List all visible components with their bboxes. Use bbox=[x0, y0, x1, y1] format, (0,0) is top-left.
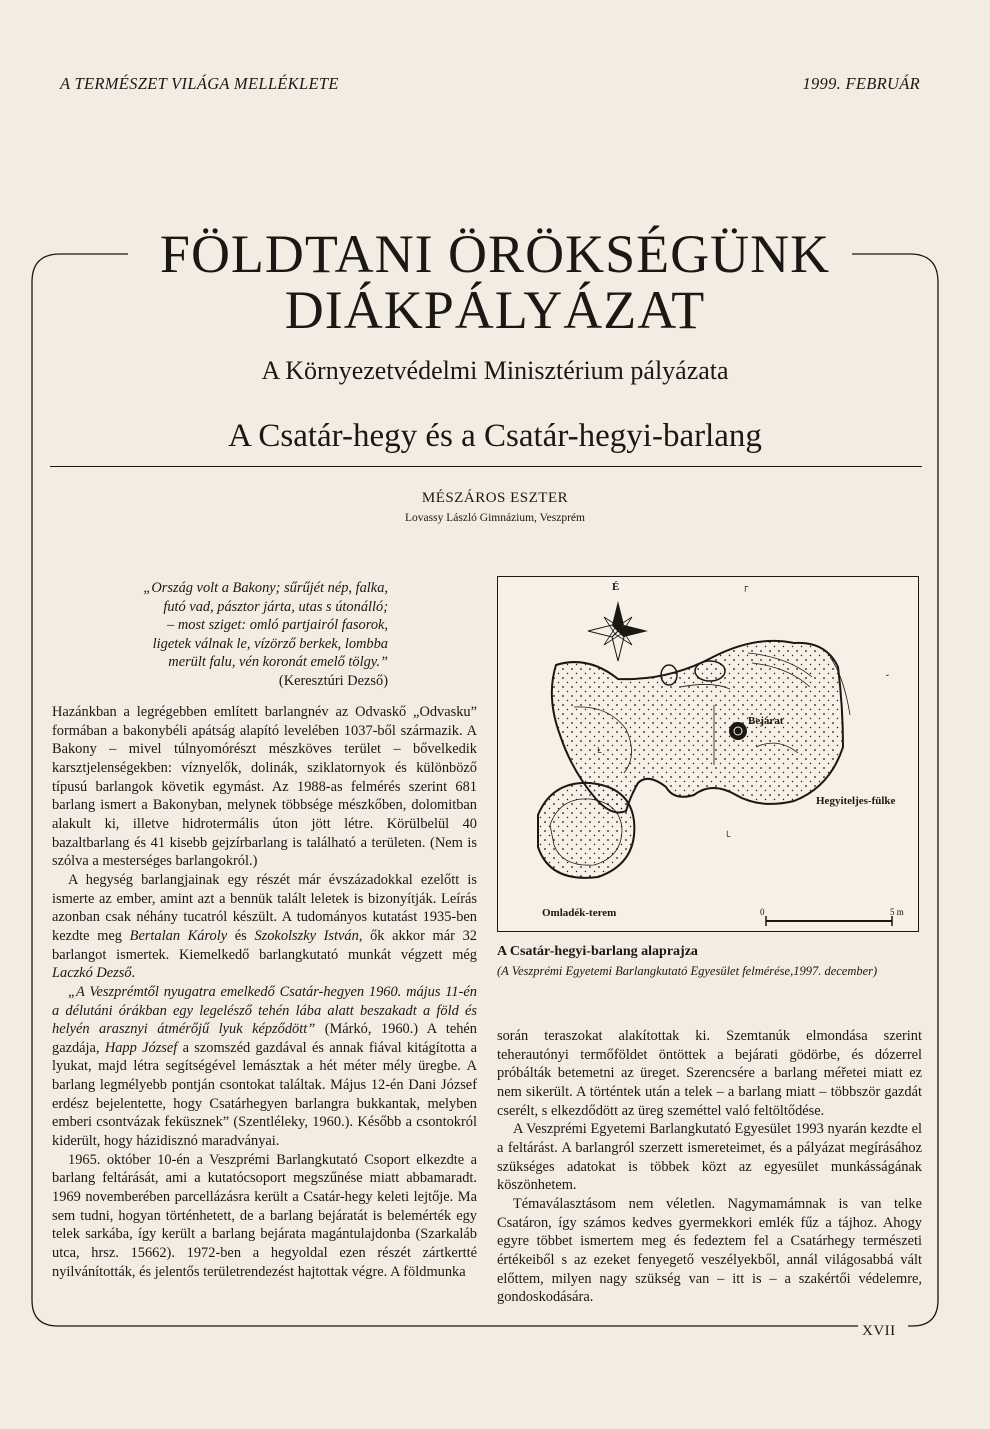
paragraph: 1965. október 10-én a Veszprémi Barlangkutató Csoport elkezdte a barlang feltárását, ami a kutatócsoport megszűnése miatt abbamaradt. 1969 novemberében parcellázásra került a Csatár-hegy keleti lejtője. Ma sem tudni, hogyan történhetett, de a barlang bejáratát is belemérték egy telek sarkába, így került a barlang bejárata magántulajdonba (Szarkaláb utca, hrsz. 15662). 1972-ben a hegyoldal ezen részét zártkertté nyilvánították, és jelentős területrendezést hajtottak végre. A földmunka bbox=[52, 1151, 477, 1280]
article-title: A Csatár-hegy és a Csatár-hegyi-barlang bbox=[228, 418, 762, 454]
svg-text:└: └ bbox=[724, 831, 731, 841]
chamber-outline bbox=[538, 783, 634, 878]
paragraph: Témaválasztásom nem véletlen. Nagymamámnak is van telke Csatáron, így számos kedves gyermekkori emlék fűz a tájhoz. Ahogy egyre többet ismertem meg és fedeztem fel a Csatárhegy természeti értékeiből s az ezeket fenyegető veszélyekből, annál világosabbá vált előttem, milyen nagy szükség van – itt is – a szakértői védelemre, gondoskodására. bbox=[497, 1195, 922, 1306]
epigraph-line: ligetek válnak le, vízörző berkek, lombba bbox=[152, 635, 388, 652]
scale-end-label: 5 m bbox=[890, 907, 904, 917]
epigraph-line: „Ország volt a Bakony; sűrűjét nép, falka, bbox=[143, 580, 388, 596]
compass-rose-icon bbox=[588, 601, 648, 661]
epigraph-source: (Keresztúri Dezső) bbox=[278, 672, 388, 689]
chamber-label: Omladék-terem bbox=[542, 907, 617, 919]
figure-credit: (A Veszprémi Egyetemi Barlangkutató Egyesület felmérése,1997. december) bbox=[497, 964, 878, 978]
svg-text:└: └ bbox=[595, 747, 602, 757]
title-line-2: DIÁKPÁLYÁZAT bbox=[284, 280, 706, 340]
paragraph: „A Veszprémtől nyugatra emelkedő Csatár-hegyen 1960. május 11-én a délutáni órákban egy legelésző tehén lába alatt beszakadt a föld és helyén arasznyi átmérőjű lyuk képződött” (Márkó, 1960.) A tehén gazdája, Happ József a szomszéd gazdával és annak fiával kitágította a lyukat, majd létra segítségével lemásztak a hét méter mély üregbe. A barlang legmélyebb pontján csontokat találtak. Május 12-én Dani József erdész bejelentette, hogy Csatárhegyen barlangra bukkantak, melyben emberi csontvázak feküsznek” (Szentléleky, 1960.). Később a csontokról kiderült, hogy házidisznó maradványai. bbox=[52, 983, 478, 1150]
paragraph: Hazánkban a legrégebben említett barlangnév az Odvaskő „Odvasku” formában a bakonybéli apátság alapító levelében 1037-ből származik. A Bakony – mivel túlnyomórészt mészköves terület – bővelkedik karsztjelenségekben: víznyelők, dolinák, sziklatornyok és különböző típusú barlangok követik egymást. Az 1988-as felmérés szerint 681 barlang ismert a Bakonyban, melynek többsége mészkőben, dolomitban alakult ki, illetve hidrotermális úton jött létre. Körülbelül 40 bazaltbarlang és 41 kisebb gejzírbarlang is található a területen. (Nem is szólva a mesterséges barlangokról.) bbox=[52, 704, 477, 870]
epigraph-line: – most sziget: omló partjairól fasorok, bbox=[167, 617, 388, 634]
author-name: MÉSZÁROS ESZTER bbox=[421, 490, 569, 506]
entrance-label: Bejárat bbox=[748, 715, 784, 727]
svg-text:ˇ: ˇ bbox=[886, 673, 889, 683]
niche-label: Hegyiteljes-fülke bbox=[816, 795, 896, 807]
issue-date: 1999. FEBRUÁR bbox=[802, 74, 920, 93]
paragraph: A Veszprémi Egyetemi Barlangkutató Egyesület 1993 nyarán kezdte el a feltárást. A barlangról szerzett ismereteimet, és a pályázat megírásához szükséges adatokat is többek közt az egyesület munkásságának köszönhetem. bbox=[497, 1121, 922, 1194]
publication-header: A TERMÉSZET VILÁGA MELLÉKLETE bbox=[60, 74, 339, 93]
svg-text:┌: ┌ bbox=[742, 581, 749, 591]
subtitle: A Környezetvédelmi Minisztérium pályázata bbox=[261, 356, 729, 385]
scale-start-label: 0 bbox=[760, 907, 765, 917]
title-line-1: FÖLDTANI ÖRÖKSÉGÜNK bbox=[159, 224, 831, 284]
scale-bar bbox=[766, 916, 892, 926]
epigraph bbox=[110, 579, 388, 691]
title-divider bbox=[50, 466, 922, 467]
author-affiliation: Lovassy László Gimnázium, Veszprém bbox=[405, 512, 585, 524]
north-label: É bbox=[612, 581, 620, 593]
text-column-left bbox=[52, 703, 477, 1281]
page-title bbox=[0, 226, 990, 338]
cave-map-drawing bbox=[498, 577, 918, 931]
paragraph: A hegység barlangjainak egy részét már évszázadokkal ezelőtt is ismerte az ember, amint azt a bennük talált leletek is bizonyítják. Leírás azonban csak néhány tucatról készült. A tudományos kutatást 1935-ben kezdte meg Bertalan Károly és Szokolszky István, ők akkor már 32 barlangot ismertek. Kiemelkedő barlangkutató munkát végzett még Laczkó Dezső. bbox=[52, 871, 477, 982]
paragraph: során teraszokat alakítottak ki. Szemtanúk elmondása szerint teherautónyi termőföldet öntöttek a bejárati gödörbe, és dózerrel próbálták betemetni az üreget. Szerencsére a barlang méřetei miatt ez nem sikerült. A történtek után a telek – a barlang miatt – többször gazdát cserélt, s elkezdődött az üreg szeméttel való feltöltődése. bbox=[497, 1028, 922, 1119]
page-number: XVII bbox=[862, 1323, 896, 1339]
cave-map bbox=[497, 576, 919, 932]
epigraph-line: futó vad, pásztor járta, utas s útonálló; bbox=[163, 598, 388, 615]
figure-caption: A Csatár-hegyi-barlang alaprajza bbox=[497, 944, 698, 959]
epigraph-line: merült falu, vén koronát emelő tölgy.” bbox=[168, 654, 388, 671]
entrance-icon bbox=[729, 722, 747, 740]
text-column-right bbox=[497, 1027, 922, 1307]
